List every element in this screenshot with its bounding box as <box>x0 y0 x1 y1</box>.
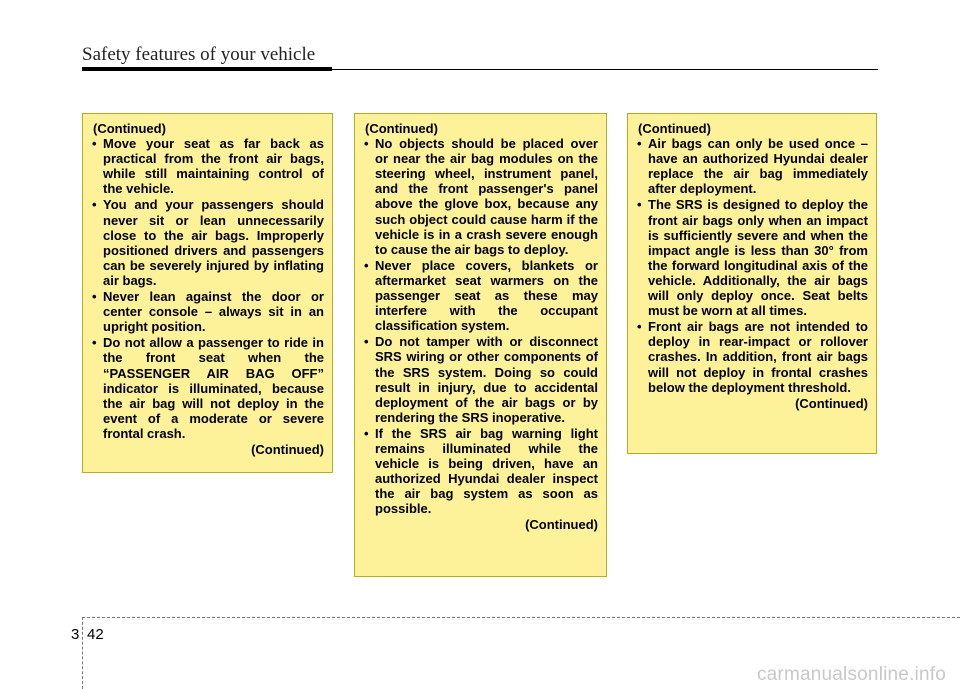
list-item: • If the SRS air bag warning light remains illuminated while the vehicle is being driven, have an authorized Hyundai dealer inspect the air bag system as soon as possible. <box>363 426 598 517</box>
footer-rule <box>82 617 960 619</box>
list-item: • The SRS is designed to deploy the front air bags only when an impact is sufficiently severe and when the impact angle is less than 30° from the forward longitudinal axis of the vehicle. Additionally, the air bags will only deploy once. Seat belts must be worn at all times. <box>636 197 868 318</box>
watermark: carmanualsonline.info <box>756 664 946 685</box>
list-item: • Never place covers, blankets or aftermarket seat warmers on the passenger seat as these may interfere with the occupant classification system. <box>363 258 598 333</box>
continued-label: (Continued) <box>795 395 868 411</box>
warning-list <box>636 136 868 395</box>
list-item: • Do not tamper with or disconnect SRS wiring or other components of the SRS system. Doing so could result in injury, due to accidental deployment of the air bags or by rendering the SRS inoperative. <box>363 334 598 425</box>
continued-label: (Continued) <box>251 441 324 457</box>
header-rule-thin <box>332 69 878 70</box>
footer-divider <box>82 617 84 689</box>
warning-box-2 <box>354 113 607 577</box>
list-item: • You and your passengers should never sit or lean unnecessarily close to the air bags. Improperly positioned drivers and passengers can be severely injured by inflating air bags. <box>91 197 324 288</box>
header-rule-thick <box>82 67 332 71</box>
warning-list <box>91 136 324 441</box>
warning-list <box>363 136 598 516</box>
list-item: • Never lean against the door or center console – always sit in an upright position. <box>91 289 324 334</box>
continued-label: (Continued) <box>638 121 711 136</box>
list-item: • No objects should be placed over or near the air bag modules on the steering wheel, instrument panel, and the front passenger's panel above the glove box, because any such object could cause harm if the vehicle is in a crash severe enough to cause the air bags to deploy. <box>363 136 598 257</box>
warning-box-1 <box>82 113 333 473</box>
continued-label: (Continued) <box>93 121 166 136</box>
page-number: 42 <box>87 626 104 643</box>
continued-label: (Continued) <box>525 517 598 533</box>
page-title: Safety features of your vehicle <box>82 44 316 65</box>
continued-label: (Continued) <box>365 121 438 136</box>
list-item: • Front air bags are not intended to deploy in rear-impact or rollover crashes. In addition, front air bags will not deploy in frontal crashes below the deployment threshold. <box>636 319 868 394</box>
list-item: • Do not allow a passenger to ride in the front seat when the “PASSENGER AIR BAG OFF” indicator is illuminated, because the air bag will not deploy in the event of a moderate or severe frontal crash. <box>91 335 324 441</box>
list-item: • Move your seat as far back as practical from the front air bags, while still maintaining control of the vehicle. <box>91 136 324 196</box>
chapter-number: 3 <box>71 626 80 643</box>
warning-box-3 <box>627 113 877 454</box>
list-item: • Air bags can only be used once – have an authorized Hyundai dealer replace the air bag immediately after deployment. <box>636 136 868 196</box>
